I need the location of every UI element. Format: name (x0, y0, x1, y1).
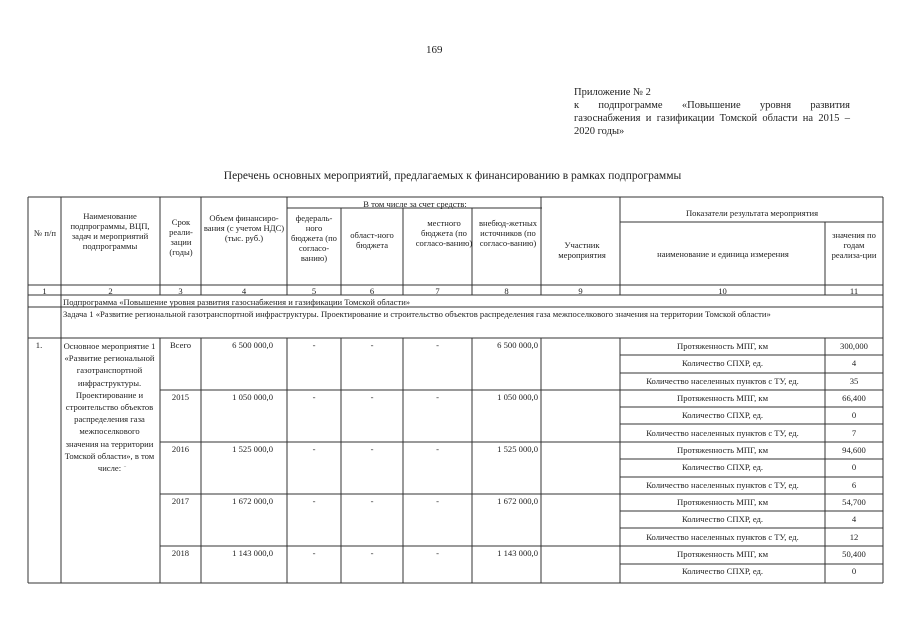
indicator-value: 7 (851, 427, 857, 438)
row-extra: 1 143 000,0 (497, 548, 538, 558)
header-num: № п/п (34, 228, 56, 238)
row-year: 2015 (171, 392, 190, 402)
task-row: Задача 1 «Развитие региональной газотранспортной инфраструктуры. Проектирование и строительство объектов распределения газа межпоселкового значения на территории Томской области» (63, 309, 771, 319)
column-number: 9 (578, 286, 583, 296)
indicator-name: Количество СПХР, ед. (681, 358, 764, 369)
header-volume: Объем финансиро-вания (с учетом НДС) (тыс. руб.) (203, 213, 285, 243)
indicator-value: 66,400 (842, 393, 866, 403)
row-regional: - (370, 392, 374, 402)
indicator-value: 4 (851, 358, 857, 369)
indicator-value: 6 (851, 479, 857, 490)
column-number: 8 (504, 286, 509, 296)
column-number: 5 (311, 286, 317, 296)
indicator-value: 300,000 (840, 341, 868, 351)
row-federal: - (312, 444, 316, 454)
indicator-name: Количество населенных пунктов с ТУ, ед. (646, 375, 799, 386)
row-local: - (436, 392, 439, 402)
row-volume: 1 525 000,0 (232, 444, 273, 454)
indicator-value: 0 (851, 462, 857, 473)
row-regional: - (370, 444, 374, 454)
indicator-name: Количество населенных пунктов с ТУ, ед. (646, 531, 799, 542)
indicator-name: Протяженность МПГ, км (676, 341, 769, 351)
row-extra: 1 525 000,0 (497, 444, 538, 454)
row-extra: 6 500 000,0 (497, 340, 538, 350)
row-regional: - (370, 548, 374, 558)
row-year: 2017 (171, 496, 190, 506)
header-extra: внебюд-жетных источников (по согласо-ванию) (478, 218, 538, 248)
indicator-value: 0 (851, 566, 857, 577)
row-year: 2018 (171, 548, 190, 558)
column-number: 3 (178, 286, 183, 296)
row-local: - (436, 548, 439, 558)
row-local: - (436, 340, 439, 350)
row-regional: - (370, 496, 374, 506)
header-term: Срок реали-зации (годы) (169, 217, 193, 257)
header-name: Наименование подпрограммы, ВЦП, задач и мероприятий подпрограммы (70, 211, 150, 251)
row-federal: - (312, 496, 316, 506)
indicator-name: Количество СПХР, ед. (681, 566, 764, 577)
header-regional: област-ного бюджета (350, 230, 394, 250)
header-incl: В том числе за счет средств: (363, 199, 467, 209)
appendix-line2: к подпрограмме «Повышение уровня развития газоснабжения и газификации Томской области на 2015 – 2020 годы» (574, 100, 850, 137)
column-number: 7 (435, 286, 440, 296)
column-number: 1 (42, 286, 47, 296)
indicator-value: 0 (851, 410, 857, 421)
header-ind-values: значения по годам реализа-ции (831, 230, 877, 260)
row-federal: - (312, 548, 316, 558)
header-ind-name: наименование и единица измерения (657, 249, 789, 259)
indicator-name: Протяженность МПГ, км (676, 393, 769, 403)
event-name-mark: .. (123, 463, 127, 469)
page-number: 169 (426, 44, 443, 56)
indicator-name: Протяженность МПГ, км (676, 497, 769, 507)
column-number: 11 (849, 286, 859, 296)
row-volume: 1 672 000,0 (232, 496, 273, 506)
indicator-value: 4 (851, 514, 857, 525)
indicator-name: Протяженность МПГ, км (676, 445, 769, 455)
column-number: 10 (718, 286, 727, 296)
indicator-value: 35 (849, 375, 859, 386)
indicator-value: 54,700 (842, 497, 866, 507)
indicator-name: Количество СПХР, ед. (681, 514, 764, 525)
row-volume: 6 500 000,0 (232, 340, 273, 350)
header-participant: Участник мероприятия (558, 240, 606, 260)
header-indicators: Показатели результата мероприятия (685, 208, 819, 218)
event-num: 1. (35, 340, 43, 350)
column-number: 6 (369, 286, 375, 296)
row-local: - (436, 444, 439, 454)
document-title: Перечень основных мероприятий, предлагаемых к финансированию в рамках подпрограммы (223, 170, 682, 182)
appendix-line1: Приложение № 2 (574, 87, 651, 98)
row-local: - (436, 496, 439, 506)
indicator-name: Количество населенных пунктов с ТУ, ед. (646, 427, 799, 438)
indicator-value: 50,400 (842, 549, 866, 559)
row-extra: 1 672 000,0 (497, 496, 538, 506)
row-federal: - (312, 340, 316, 350)
row-extra: 1 050 000,0 (497, 392, 538, 402)
row-year: Всего (169, 340, 192, 350)
column-number: 2 (108, 286, 113, 296)
header-local: местного бюджета (по согласо-ванию) (415, 218, 473, 248)
indicator-name: Количество СПХР, ед. (681, 410, 764, 421)
indicator-name: Количество СПХР, ед. (681, 462, 764, 473)
row-regional: - (370, 340, 374, 350)
row-year: 2016 (171, 444, 190, 454)
row-federal: - (312, 392, 316, 402)
row-volume: 1 050 000,0 (232, 392, 273, 402)
subprogram-row: Подпрограмма «Повышение уровня развития газоснабжения и газификации Томской области» (63, 297, 411, 307)
event-name: Основное мероприятие 1 «Развитие региональной газотранспортной инфраструктуры. Проектирование и строительство объектов распределения газа межпоселкового значения на территории Томской области», в том числе: (63, 341, 156, 474)
indicator-name: Протяженность МПГ, км (676, 549, 769, 559)
row-volume: 1 143 000,0 (232, 548, 273, 558)
indicator-name: Количество населенных пунктов с ТУ, ед. (646, 479, 799, 490)
indicator-value: 94,600 (842, 445, 866, 455)
indicator-value: 12 (849, 531, 859, 542)
header-federal: федераль-ного бюджета (по согласо-ванию) (291, 213, 337, 263)
column-number: 4 (241, 286, 247, 296)
